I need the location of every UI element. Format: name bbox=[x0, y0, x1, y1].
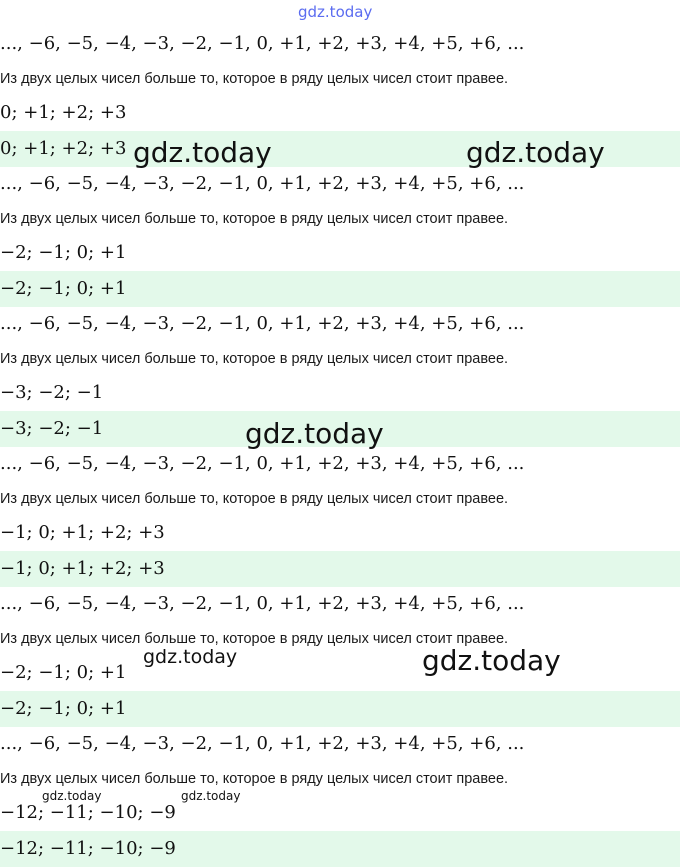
highlighted-answer: −3; −2; −1 bbox=[0, 411, 680, 447]
comparison-rule: Из двух целых чисел больше то, которое в ряду целых чисел стоит правее. bbox=[0, 771, 509, 787]
watermark: gdz.today bbox=[422, 644, 561, 677]
watermark: gdz.today bbox=[181, 789, 241, 803]
watermark: gdz.today bbox=[298, 3, 373, 21]
watermark: gdz.today bbox=[42, 789, 102, 803]
comparison-rule: Из двух целых чисел больше то, которое в ряду целых чисел стоит правее. bbox=[0, 71, 509, 87]
comparison-rule: Из двух целых чисел больше то, которое в ряду целых чисел стоит правее. bbox=[0, 351, 509, 367]
highlighted-answer: −1; 0; +1; +2; +3 bbox=[0, 551, 680, 587]
answer-line: −12; −11; −10; −9 bbox=[0, 802, 176, 823]
watermark: gdz.today bbox=[466, 136, 605, 169]
answer-line: −3; −2; −1 bbox=[0, 382, 104, 403]
integer-sequence: ..., −6, −5, −4, −3, −2, −1, 0, +1, +2, +3, +4, +5, +6, ... bbox=[0, 453, 525, 474]
answer-line: 0; +1; +2; +3 bbox=[0, 102, 127, 123]
integer-sequence: ..., −6, −5, −4, −3, −2, −1, 0, +1, +2, +3, +4, +5, +6, ... bbox=[0, 593, 525, 614]
comparison-rule: Из двух целых чисел больше то, которое в ряду целых чисел стоит правее. bbox=[0, 491, 509, 507]
watermark: gdz.today bbox=[245, 417, 384, 450]
integer-sequence: ..., −6, −5, −4, −3, −2, −1, 0, +1, +2, +3, +4, +5, +6, ... bbox=[0, 733, 525, 754]
answer-line: −1; 0; +1; +2; +3 bbox=[0, 522, 165, 543]
integer-sequence: ..., −6, −5, −4, −3, −2, −1, 0, +1, +2, +3, +4, +5, +6, ... bbox=[0, 173, 525, 194]
highlighted-answer: −12; −11; −10; −9 bbox=[0, 831, 680, 867]
integer-sequence: ..., −6, −5, −4, −3, −2, −1, 0, +1, +2, +3, +4, +5, +6, ... bbox=[0, 313, 525, 334]
comparison-rule: Из двух целых чисел больше то, которое в ряду целых чисел стоит правее. bbox=[0, 211, 509, 227]
integer-sequence: ..., −6, −5, −4, −3, −2, −1, 0, +1, +2, +3, +4, +5, +6, ... bbox=[0, 33, 525, 54]
highlighted-answer: 0; +1; +2; +3 bbox=[0, 131, 680, 167]
answer-line: −2; −1; 0; +1 bbox=[0, 242, 127, 263]
answer-line: −2; −1; 0; +1 bbox=[0, 662, 127, 683]
highlighted-answer: −2; −1; 0; +1 bbox=[0, 271, 680, 307]
comparison-rule: Из двух целых чисел больше то, которое в ряду целых чисел стоит правее. bbox=[0, 631, 509, 647]
watermark: gdz.today bbox=[143, 646, 238, 668]
watermark: gdz.today bbox=[133, 136, 272, 169]
highlighted-answer: −2; −1; 0; +1 bbox=[0, 691, 680, 727]
